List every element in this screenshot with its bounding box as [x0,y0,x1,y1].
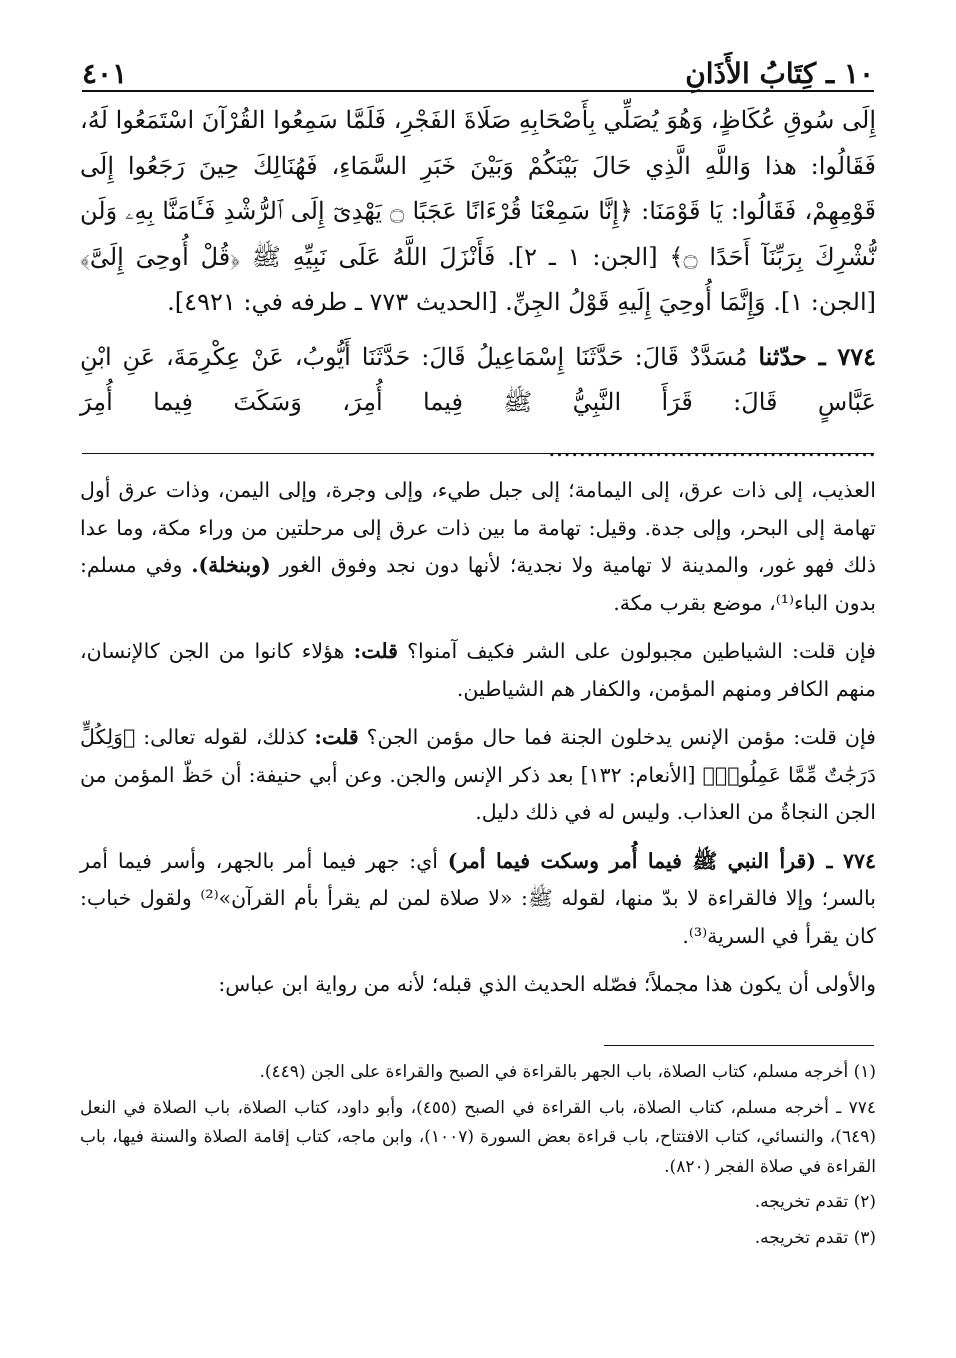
hadith-paragraph [80,334,876,472]
commentary-paragraph: والأولى أن يكون هذا مجملاً؛ فصّله الحديث الذي قبله؛ لأنه من رواية ابن عباس: [218,972,876,996]
hadith-number-label: ٧٧٤ ـ حدّثنا [758,341,876,371]
commentary-bold: قلت: [314,725,359,749]
chapter-title: ١٠ ـ كِتَابُ الأَذَانِ [685,57,874,90]
page-header [82,38,874,88]
footnotes [80,1058,876,1259]
commentary-span: العذيب، إلى ذات عرق، إلى اليمامة؛ إلى جبل طيء، وإلى وجرة، وإلى اليمن، وذات عرق أول تهامة إلى البحر، وإلى جدة. وقيل: تهامة ما بين ذات عرق إلى مرحلتين من وراء مكة، وما عدا ذلك فهو غور، والمدينة لا تهامية ولا نجدية؛ لأنها دون نجد وفوق الغور [80,478,876,577]
commentary-text [80,472,876,1015]
commentary-span: وفي مسلم: بدون الباء⁽¹⁾، موضع بقرب مكة. [80,553,876,615]
commentary-span: فإن قلت: مؤمن الإنس يدخلون الجنة فما حال مؤمن الجن؟ [366,725,876,749]
page-number: ٤٠١ [82,57,128,90]
commentary-span: فإن قلت: الشياطين مجبولون على الشر فكيف آمنوا؟ [407,639,876,663]
commentary-bold: (وبنخلة). [191,553,271,577]
commentary-span: كذلك، لقوله تعالى: ﴿وَلِكُلٍّ دَرَجَٰتٌ مِّمَّا عَمِلُوا۟﴾ [الأنعام: ١٣٢] بعد ذكر الإنس والجن. وعن أبي حنيفة: أن حَظّ المؤمن من الجن النجاةُ من العذاب. وليس له في ذلك دليل. [80,725,876,824]
hadith-text [80,98,876,471]
footnote: (١) أخرجه مسلم، كتاب الصلاة، باب الجهر بالقراءة في الصبح والقراءة على الجن (٤٤٩). [259,1062,876,1082]
footnote-divider [604,1045,874,1046]
hadith-body: مُسَدَّدٌ قَالَ: حَدَّثَنَا إِسْمَاعِيلُ قَالَ: حَدَّثَنَا أَيُّوبُ، عَنْ عِكْرِمَةَ، عَنِ ابْنِ عَبَّاسٍ قَالَ: قَرَأَ النَّبِيُّ ﷺ فِيما أُمِرَ، وَسَكَتَ فِيما أُمِرَ [80,342,876,416]
commentary-paragraph [80,843,876,956]
commentary-divider [82,453,874,454]
commentary-paragraph [80,719,876,832]
commentary-bold: قلت: [353,639,398,663]
footnote: (٣) تقدم تخريجه. [754,1227,876,1248]
commentary-span: أي: جهر فيما أمر بالجهر، وأسر فيما أمر بالسر؛ وإلا فالقراءة لا بدّ منها، لقوله ﷺ: «لا صلاة لمن لم يقرأ بأم القرآن»⁽²⁾ ولقول خباب: كان يقرأ في السرية⁽³⁾. [80,848,876,948]
commentary-paragraph [80,472,876,622]
continuation-dots: ........................................... [547,433,876,462]
commentary-bold: ٧٧٤ ـ (قرأ النبي ﷺ فيما أُمر وسكت فيما أمر) [447,848,876,873]
commentary-span: هؤلاء كانوا من الجن كالإنسان، منهم الكافر ومنهم المؤمن، والكفار هم الشياطين. [80,639,876,701]
footnote: (٢) تقدم تخريجه. [754,1192,876,1212]
hadith-paragraph: إِلَى سُوقِ عُكَاظٍ، وَهُوَ يُصَلِّي بِأَصْحَابِهِ صَلَاةَ الفَجْرِ، فَلَمَّا سَمِعُوا القُرْآنَ اسْتَمَعُوا لَهُ، فَقَالُوا: هذا وَاللَّهِ الَّذِي حَالَ بَيْنَكُمْ وَبَيْنَ خَبَرِ السَّمَاءِ، فَهُنَالِكَ حِينَ رَجَعُوا إِلَى قَوْمِهِمْ، فَقَالُوا: يَا قَوْمَنَا: ﴿إِنَّا سَمِعْنَا قُرْءَانًا عَجَبًا ۝ يَهْدِىٓ إِلَى ٱلرُّشْدِ فَـَٔامَنَّا بِهِۦ وَلَن نُّشْرِكَ بِرَبِّنَآ أَحَدًا ۝﴾ [الجن: ١ ـ ٢]. فَأَنْزَلَ اللَّهُ عَلَى نَبِيِّهِ ﷺ ﴿قُلْ أُوحِىَ إِلَىَّ﴾ [الجن: ١]. وَإِنَّمَا أُوحِيَ إِلَيهِ قَوْلُ الجِنِّ. [الحديث ٧٧٣ ـ طرفه في: ٤٩٢١]. [80,106,876,316]
header-divider [82,90,874,92]
commentary-paragraph [80,633,876,708]
footnote: ٧٧٤ ـ أخرجه مسلم، كتاب الصلاة، باب القراءة في الصبح (٤٥٥)، وأبو داود، كتاب الصلاة، باب الصلاة في النعل (٦٤٩)، والنسائي، كتاب الافتتاح، باب قراءة بعض السورة (١٠٠٧)، وابن ماجه، كتاب إقامة الصلاة والسنة فيها، باب القراءة في صلاة الفجر (٨٢٠). [80,1097,876,1177]
